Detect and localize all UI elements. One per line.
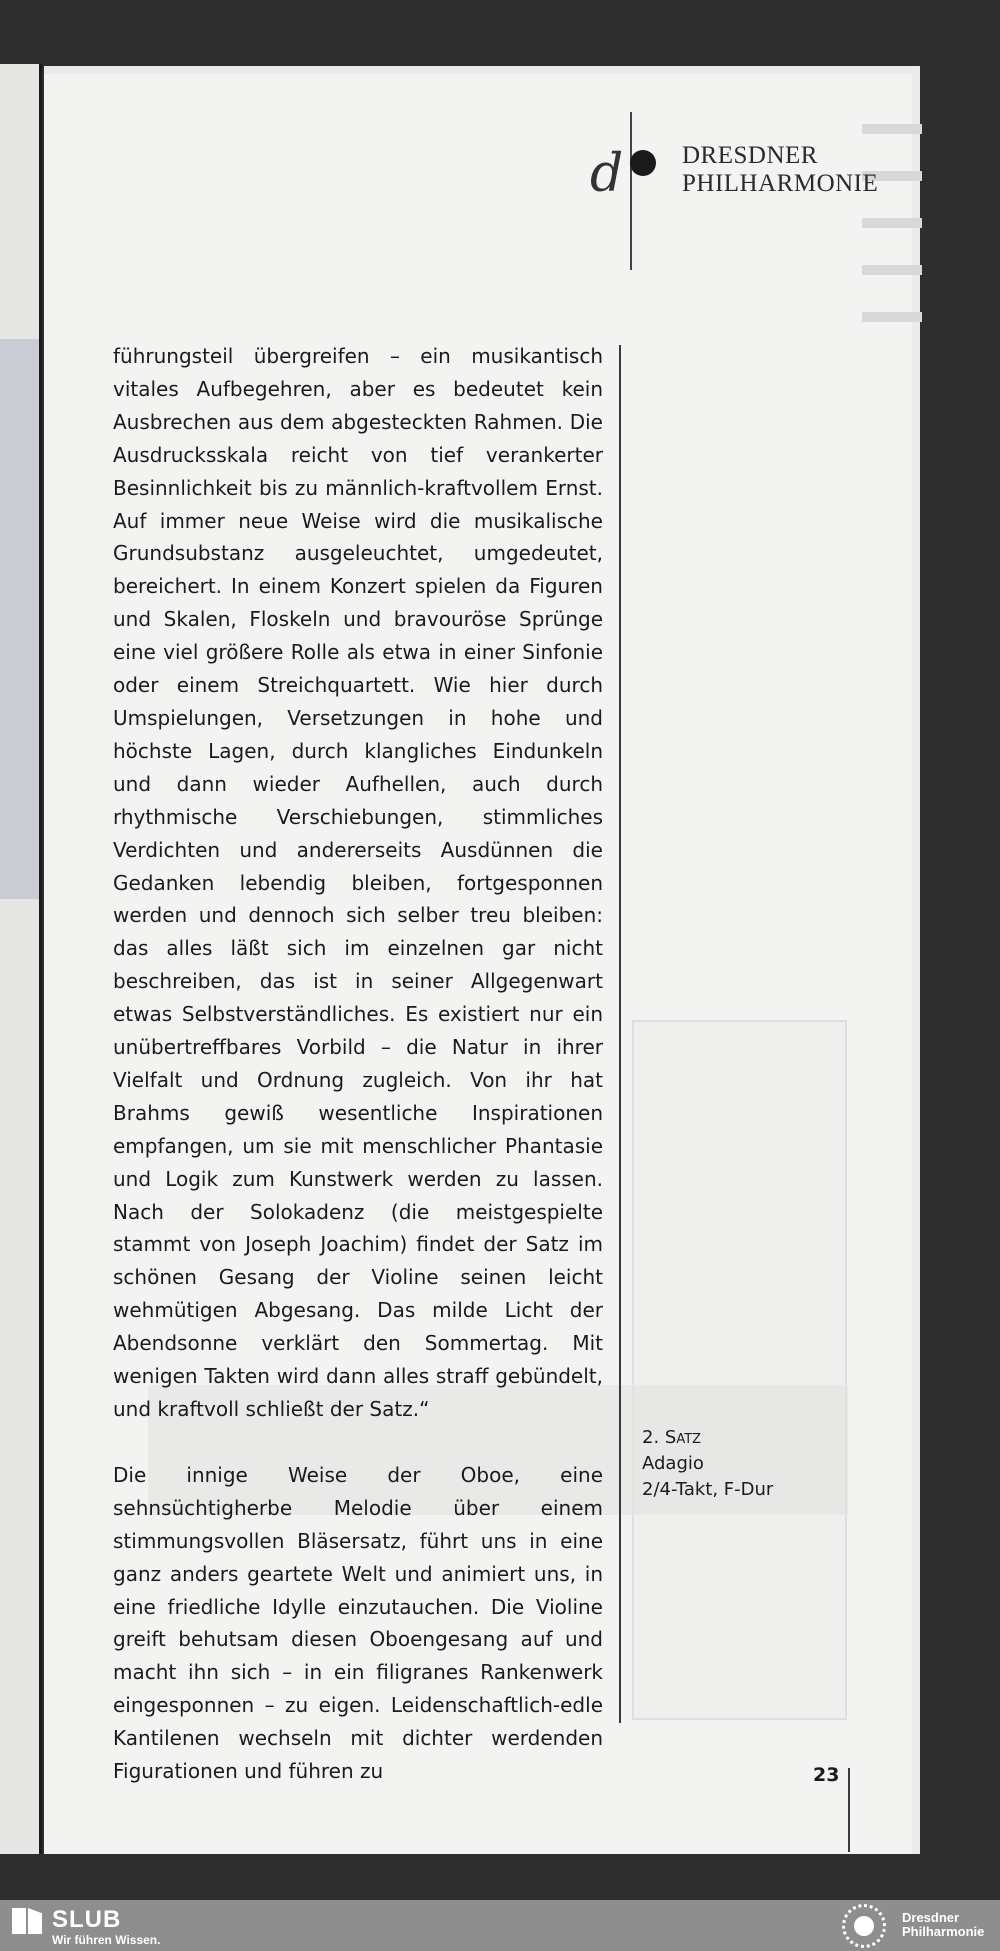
article-body [113,340,603,1788]
adjacent-page-edge [0,64,42,1854]
partner-line-1: Dresdner [902,1910,960,1925]
logo-dot-icon [630,150,656,176]
show-through-box [632,1020,847,1720]
logo-line-1: DRESDNER [682,142,818,169]
adjacent-page-tint [0,339,42,899]
column-divider [619,345,621,1723]
page-number-rule [848,1768,850,1852]
page-top-shadow [44,66,920,74]
movement-meter-key: 2/4-Takt, F-Dur [642,1479,774,1500]
article-paragraph: führungsteil übergreifen – ein musikantisch vitales Aufbegehren, aber es bedeutet kein Ausbrechen aus dem abgesteckten Rahmen. Die Ausdrucksskala reicht von tief verankerter Besinnlichkeit bis zu männlich-kraftvollem Ernst. Auf immer neue Weise wird die musikalische Grundsubstanz ausgeleuchtet, umgedeutet, bereichert. In einem Konzert spielen da Figuren und Skalen, Floskeln und bravouröse Sprünge eine viel größere Rolle als etwa in einer Sinfonie oder einem Streichquartett. Wie hier durch Umspielungen, Versetzungen in hohe und höchste Lagen, durch klangliches Eindunkeln und dann wieder Aufhellen, auch durch rhythmische Verschiebungen, stimmliches Verdichten und andererseits Ausdünnen die Gedanken lebendig bleiben, fortgesponnen werden und dennoch sich selber treu bleiben: das alles läßt sich im einzelnen gar nicht beschreiben, das ist in seiner Allgegenwart etwas Selbstverständliches. Es existiert nur ein unübertreffbares Vorbild – die Natur in ihrer Vielfalt und Ordnung zugleich. Von ihr hat Brahms gewiß wesentliche Inspirationen empfangen, um sie mit menschlicher Phantasie und Logik zum Kunstwerk werden zu lassen. Nach der Solokadenz (die meistgespielte stammt von Joseph Joachim) findet der Satz im schönen Gesang der Violine seinen leicht wehmütigen Abgesang. Das milde Licht der Abendsonne verklärt den Sommertag. Mit wenigen Takten wird dann alles straff gebündelt, und kraftvoll schließt der Satz.“ [113,344,603,1421]
digitization-footer [0,1900,1000,1951]
page-number: 23 [813,1764,840,1786]
logo-text [682,142,878,198]
partner-line-2: Philharmonie [902,1924,985,1939]
library-slogan: Wir führen Wissen. [52,1933,161,1947]
movement-note [642,1425,773,1503]
library-name: SLUB [52,1906,122,1933]
logo-stem-icon [630,112,632,270]
slub-logo-icon [12,1908,42,1934]
philharmonie-logo-icon [842,1904,886,1948]
logo-d-glyph-icon: d [590,144,624,204]
movement-title: 2. Satz [642,1427,702,1448]
article-paragraph: Die innige Weise der Oboe, eine sehnsüchtigherbe Melodie über einem stimmungsvollen Bläsersatz, führt uns in eine ganz anders geartete Welt und animiert uns, in eine friedliche Idylle einzutauchen. Die Violine greift behutsam diesen Oboengesang auf und macht ihn sich – in ein filigranes Rankenwerk eingesponnen – zu eigen. Leidenschaftlich-edle Kantilenen wechseln mit dichter werdenden Figurationen und führen zu [113,1462,603,1784]
logo-line-2: PHILHARMONIE [682,170,879,197]
partner-name [902,1911,984,1939]
movement-tempo: Adagio [642,1453,704,1474]
page-fold [39,64,42,1854]
